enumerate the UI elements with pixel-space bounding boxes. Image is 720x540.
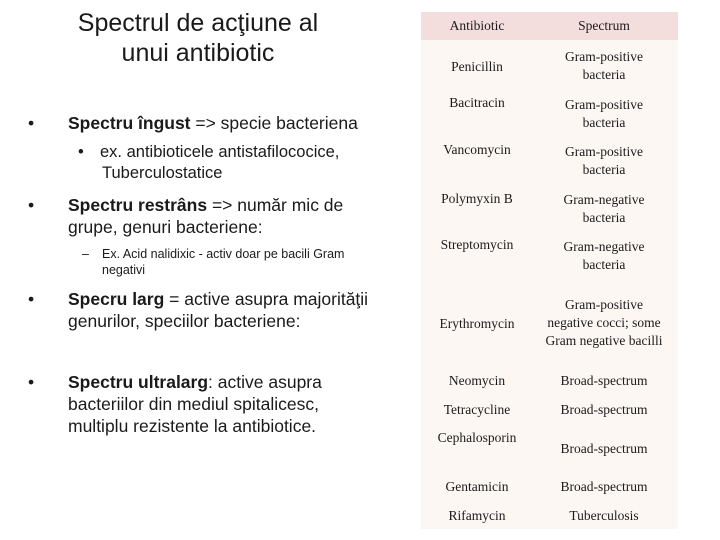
sub-bullet-line-2: negativi bbox=[102, 263, 146, 277]
bullet-ultra-broad-spectrum bbox=[28, 371, 408, 437]
header-antibiotic: Antibiotic bbox=[449, 18, 505, 33]
bullet-marker: • bbox=[78, 143, 84, 161]
bullet-text-line-2: genurilor, speciilor bacteriene: bbox=[68, 311, 301, 331]
spectrum-line: Tuberculosis bbox=[569, 508, 639, 523]
spectrum-line: Broad-spectrum bbox=[560, 479, 648, 494]
title-line-1: Spectrul de acţiune al bbox=[77, 9, 319, 37]
term-ultra-broad-spectrum: Spectru ultralarg bbox=[68, 372, 209, 392]
bullet-text-line-3: multiplu rezistente la antibiotice. bbox=[68, 416, 317, 436]
sub-bullet-narrow-example bbox=[78, 142, 400, 184]
spectrum-line: Gram-positive bbox=[565, 144, 643, 159]
sub-bullet-restricted-example bbox=[82, 246, 402, 278]
spectrum-line: Gram-positive bbox=[565, 97, 643, 112]
cell-spectrum bbox=[529, 191, 679, 227]
cell-antibiotic: Neomycin bbox=[448, 373, 506, 388]
cell-antibiotic: Cephalosporin bbox=[437, 430, 517, 445]
cell-antibiotic: Gentamicin bbox=[445, 479, 509, 494]
bullet-marker: • bbox=[28, 289, 35, 309]
spectrum-line: Gram-negative bbox=[563, 192, 645, 207]
antibiotic-spectrum-table bbox=[421, 12, 678, 529]
bullet-marker: • bbox=[28, 113, 35, 133]
bullet-text: => specie bacteriena bbox=[190, 113, 358, 133]
bullet-text: => număr mic de bbox=[207, 195, 344, 215]
spectrum-line: Broad-spectrum bbox=[560, 402, 648, 417]
bullet-text: = active asupra majorităţii bbox=[164, 289, 369, 309]
cell-spectrum bbox=[529, 507, 679, 525]
dash-marker: – bbox=[82, 247, 89, 261]
cell-spectrum bbox=[529, 296, 679, 350]
term-narrow-spectrum: Spectru îngust bbox=[68, 113, 191, 133]
term-restricted-spectrum: Spectru restrâns bbox=[68, 195, 208, 215]
spectrum-line: bacteria bbox=[582, 162, 626, 177]
spectrum-line: Broad-spectrum bbox=[560, 373, 648, 388]
title-line-2: unui antibiotic bbox=[121, 39, 275, 67]
cell-antibiotic: Vancomycin bbox=[443, 142, 511, 157]
bullet-restricted-spectrum bbox=[28, 194, 398, 238]
cell-spectrum bbox=[529, 238, 679, 274]
cell-antibiotic: Polymyxin B bbox=[441, 191, 513, 206]
cell-antibiotic: Streptomycin bbox=[440, 237, 514, 252]
term-broad-spectrum: Specru larg bbox=[68, 289, 165, 309]
spectrum-line: bacteria bbox=[582, 257, 626, 272]
cell-spectrum bbox=[529, 143, 679, 179]
spectrum-line: Gram-negative bbox=[563, 239, 645, 254]
cell-antibiotic: Bacitracin bbox=[449, 95, 505, 110]
bullet-narrow-spectrum bbox=[28, 112, 398, 134]
cell-spectrum bbox=[529, 478, 679, 496]
bullet-marker: • bbox=[28, 195, 35, 215]
bullet-broad-spectrum bbox=[28, 288, 408, 332]
spectrum-line: Gram negative bacilli bbox=[545, 333, 663, 348]
spectrum-line: Gram-positive bbox=[565, 297, 643, 312]
spectrum-line: bacteria bbox=[582, 67, 626, 82]
cell-spectrum bbox=[529, 401, 679, 419]
sub-bullet-line-1: Ex. Acid nalidixic - activ doar pe bacili Gram bbox=[102, 247, 345, 261]
cell-spectrum bbox=[529, 48, 679, 84]
spectrum-line: bacteria bbox=[582, 210, 626, 225]
spectrum-line: Broad-spectrum bbox=[560, 441, 648, 456]
sub-bullet-line-1: ex. antibioticele antistafilococice, bbox=[100, 143, 340, 161]
cell-spectrum bbox=[529, 440, 679, 458]
bullet-text: : active asupra bbox=[208, 372, 322, 392]
bullet-text-line-2: bacteriilor din mediul spitalicesc, bbox=[68, 394, 319, 414]
cell-antibiotic: Penicillin bbox=[451, 59, 503, 74]
spectrum-line: negative cocci; some bbox=[547, 315, 661, 330]
sub-bullet-line-2: Tuberculostatice bbox=[102, 164, 223, 182]
cell-antibiotic: Tetracycline bbox=[443, 402, 511, 417]
cell-antibiotic: Erythromycin bbox=[439, 316, 515, 331]
bullet-marker: • bbox=[28, 372, 35, 392]
cell-spectrum bbox=[529, 96, 679, 132]
bullet-text-line-2: grupe, genuri bacteriene: bbox=[68, 217, 263, 237]
slide-title bbox=[28, 8, 368, 68]
spectrum-line: bacteria bbox=[582, 115, 626, 130]
spectrum-line: Gram-positive bbox=[565, 49, 643, 64]
cell-antibiotic: Rifamycin bbox=[448, 508, 506, 523]
header-spectrum: Spectrum bbox=[578, 18, 630, 33]
cell-spectrum bbox=[529, 372, 679, 390]
